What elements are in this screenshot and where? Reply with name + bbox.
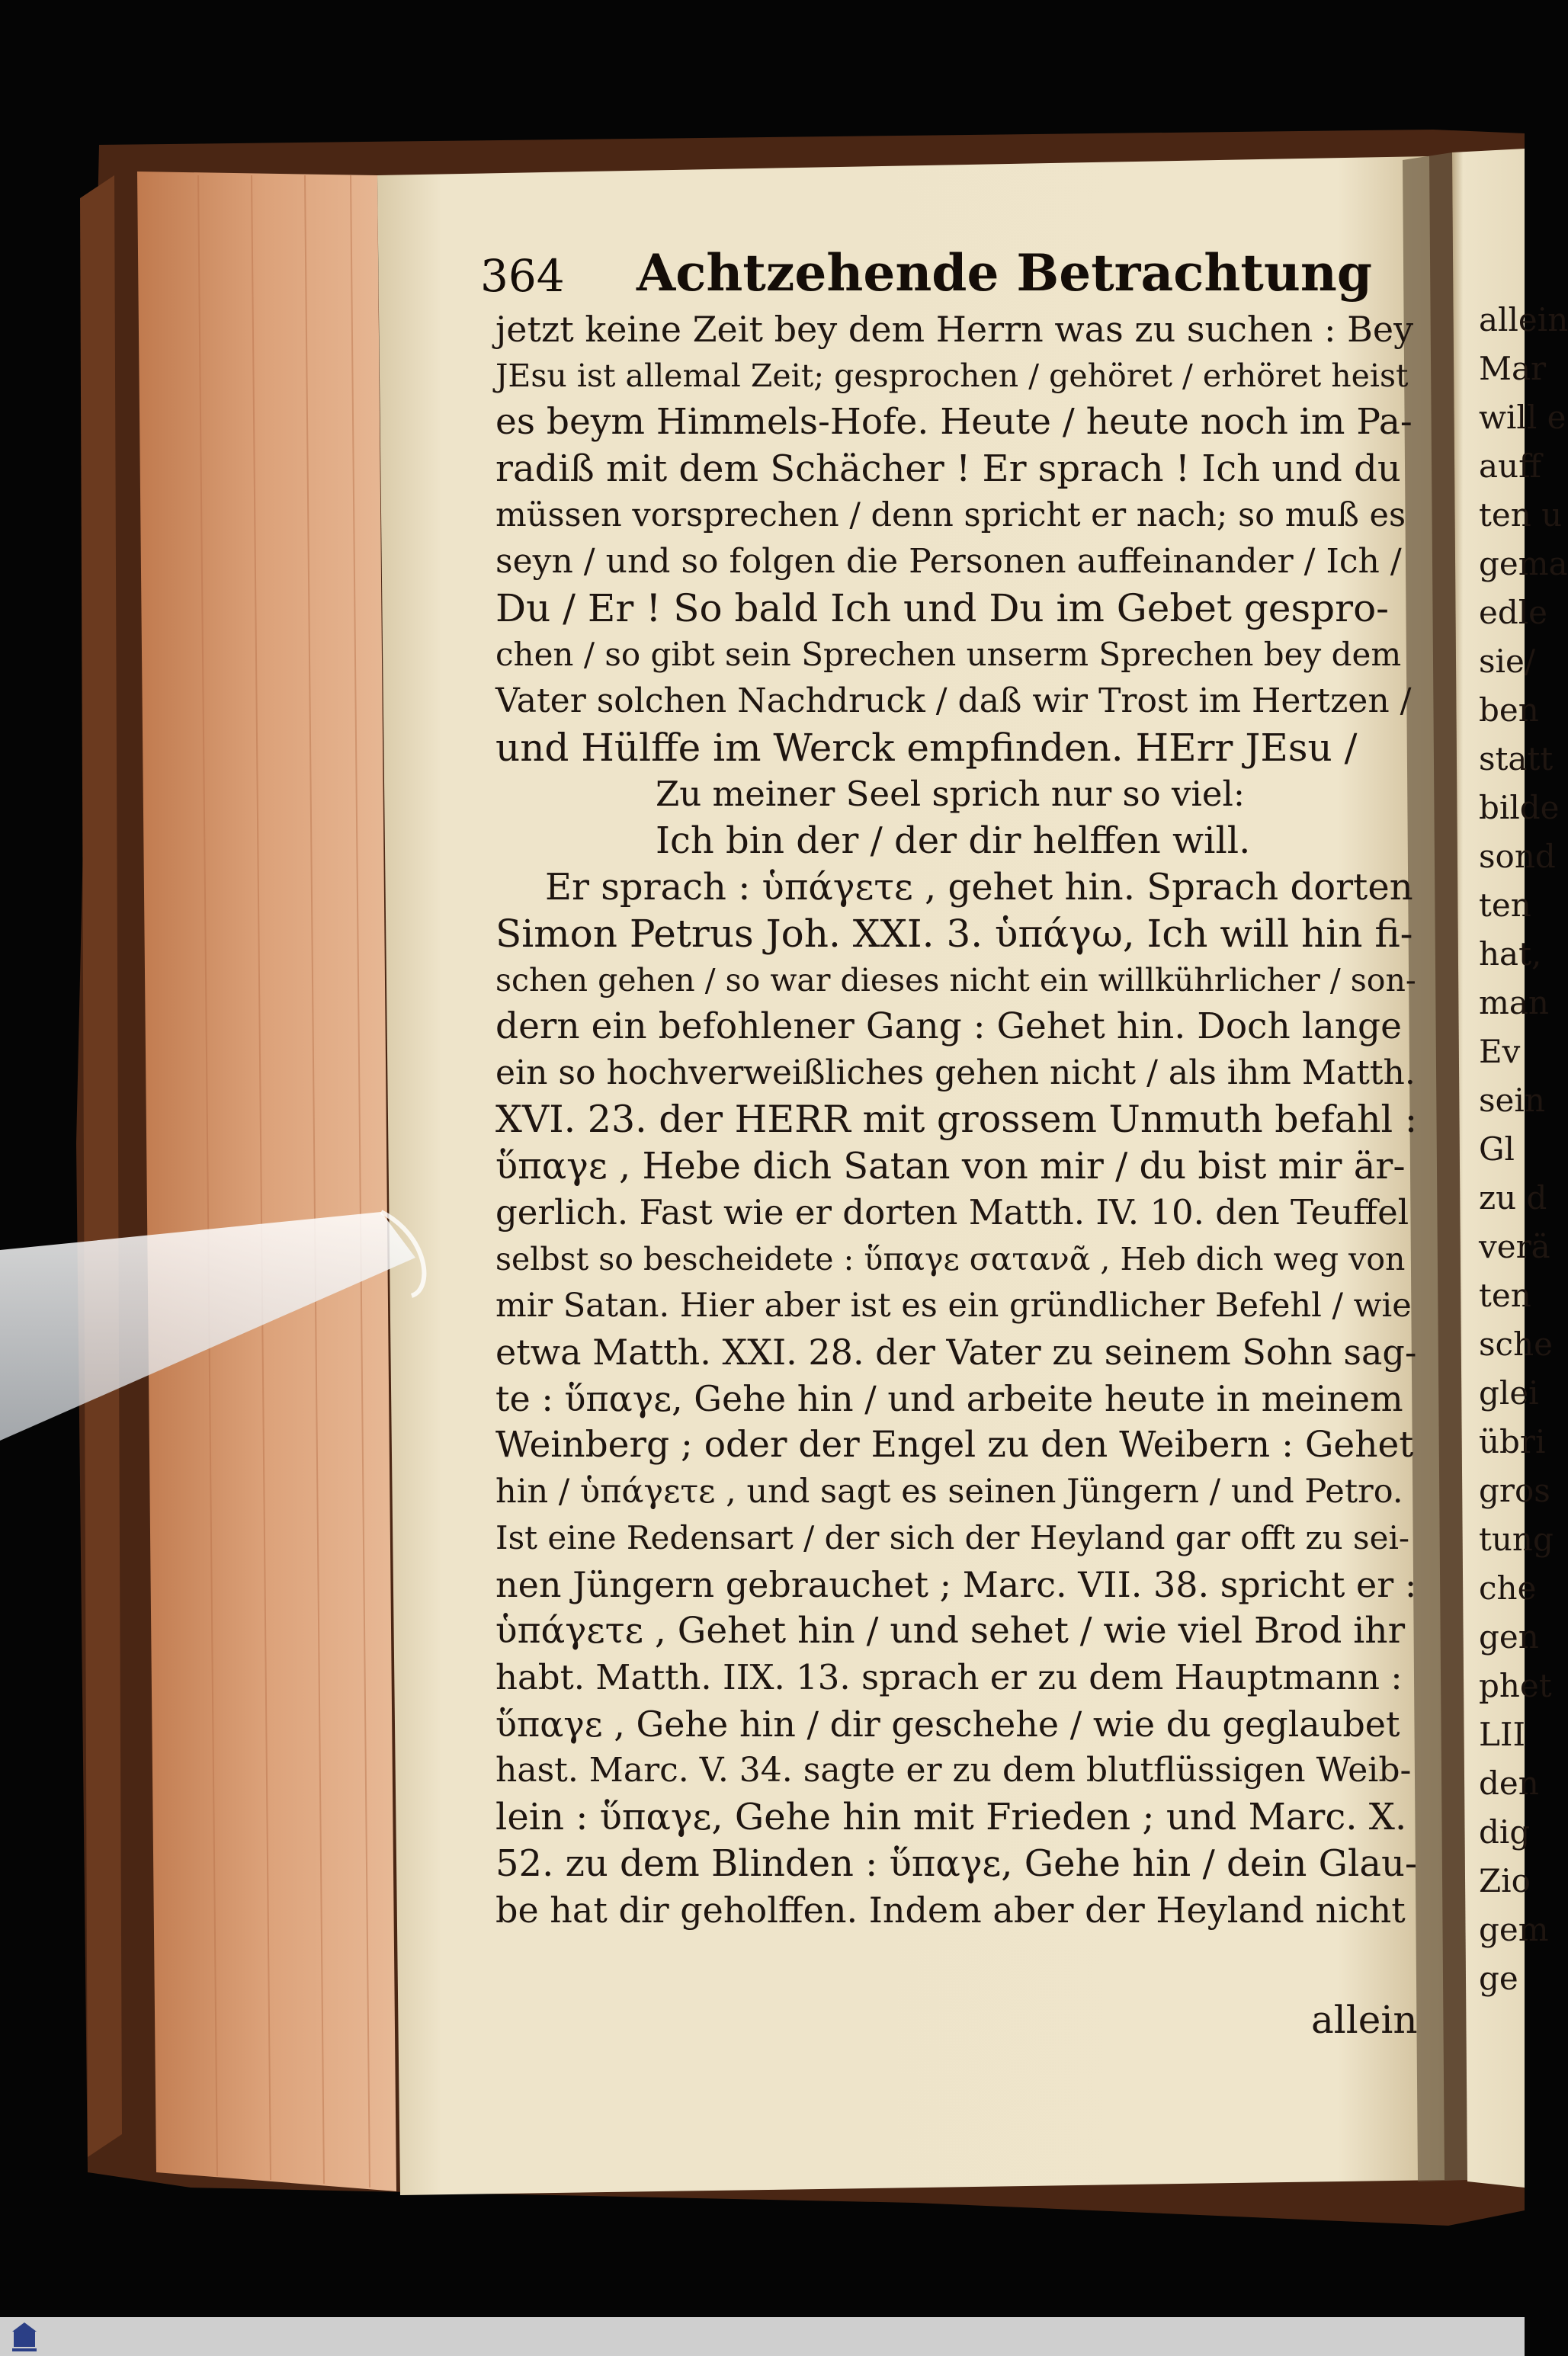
text-line: chen / so gibt sein Sprechen unserm Sprechen bey dem [495,636,1402,673]
facing-page-line: übri [1479,1423,1546,1460]
library-logo-icon [11,2321,38,2353]
text-line: Vater solchen Nachdruck / daß wir Trost im Hertzen / [495,681,1412,720]
text-line: be hat dir geholffen. Indem aber der Heyland nicht [495,1890,1406,1931]
text-line: Zu meiner Seel sprich nur so viel: [656,774,1246,814]
text-line: Simon Petrus Joh. XXI. 3. ὑπάγω, Ich will hin fi- [495,912,1413,956]
text-line: etwa Matth. XXI. 28. der Vater zu seinem Sohn sag- [495,1332,1417,1373]
facing-page-line: ten [1479,1277,1531,1314]
text-line: te : ὕπαγε, Gehe hin / und arbeite heute in meinem [495,1378,1403,1419]
facing-page-line: ten [1479,886,1531,924]
facing-page-line: LII [1479,1716,1526,1753]
text-line: mir Satan. Hier aber ist es ein gründlicher Befehl / wie [495,1287,1412,1325]
facing-page-line: ten u [1479,496,1563,534]
facing-page-line: zu d [1479,1179,1547,1216]
facing-page-line: verä [1479,1228,1550,1265]
running-head: Achtzehende Betrachtung [636,243,1372,303]
text-line: Weinberg ; oder der Engel zu den Weibern : Gehet [495,1424,1414,1466]
facing-page-line: den [1479,1765,1539,1802]
facing-page-line: sond [1479,838,1556,875]
facing-page-line: gen [1479,1618,1539,1656]
facing-page-line: sein [1479,1082,1545,1119]
text-line: Du / Er ! So bald Ich und Du im Gebet gespro- [495,586,1390,630]
facing-page-line: phet [1479,1667,1552,1704]
facing-page-line: edle [1479,594,1548,631]
facing-page-line: glei [1479,1374,1539,1412]
text-line: Er sprach : ὑπάγετε , gehet hin. Sprach dorten [545,866,1413,909]
page-paper [377,156,1445,2195]
facing-page-line: man [1479,984,1549,1021]
text-line: lein : ὕπαγε, Gehe hin mit Frieden ; und Marc. X. [495,1796,1407,1838]
text-line: nen Jüngern gebrauchet ; Marc. VII. 38. spricht er : [495,1564,1417,1605]
facing-page-line: statt [1479,740,1554,777]
facing-page-line: ben [1479,691,1539,729]
text-line: hin / ὑπάγετε , und sagt es seinen Jüngern / und Petro. [495,1473,1403,1511]
text-line: radiß mit dem Schächer ! Er sprach ! Ich und du [495,447,1401,490]
text-line: ein so hochverweißliches gehen nicht / als ihm Matth. [495,1053,1416,1092]
facing-page-line: che [1479,1569,1537,1607]
page-number: 364 [480,250,565,302]
text-line: schen gehen / so war dieses nicht ein willkührlicher / son- [495,962,1416,998]
text-line: gerlich. Fast wie er dorten Matth. IV. 10. den Teuffel [495,1192,1409,1232]
text-line: dern ein befohlener Gang : Gehet hin. Doch lange [495,1005,1402,1047]
text-line: selbst so bescheidete : ὕπαγε σατανᾶ , Heb dich weg von [495,1241,1406,1277]
text-line: hast. Marc. V. 34. sagte er zu dem blutflüssigen Weib- [495,1751,1412,1790]
text-line: XVI. 23. der HERR mit grossem Unmuth befahl : [495,1098,1418,1141]
facing-page-line: sche [1479,1325,1553,1363]
facing-page-line: bilde [1479,789,1560,826]
text-line: jetzt keine Zeit bey dem Herrn was zu suchen : Bey [495,309,1414,350]
text-line: es beym Himmels-Hofe. Heute / heute noch im Pa- [495,401,1412,443]
facing-page-line: gros [1479,1472,1550,1509]
text-line: 52. zu dem Blinden : ὕπαγε, Gehe hin / dein Glau- [495,1842,1418,1885]
viewer-footer-bar [0,2317,1525,2356]
facing-page-line: dig [1479,1813,1531,1851]
text-line: ὕπαγε , Hebe dich Satan von mir / du bist mir är- [495,1145,1406,1188]
facing-page-line: Zio [1479,1862,1531,1899]
text-line: JEsu ist allemal Zeit; gesprochen / gehöret / erhöret heist [495,357,1409,394]
facing-page-line: will e [1479,399,1566,436]
text-line: ὕπαγε , Gehe hin / dir geschehe / wie du geglaubet [495,1704,1400,1745]
page-edges [137,171,396,2191]
text-line: seyn / und so folgen die Personen auffeinander / Ich / [495,542,1402,581]
text-line: Ist eine Redensart / der sich der Heyland gar offt zu sei- [495,1519,1410,1556]
facing-page-line: allein [1479,301,1568,338]
facing-page-line: hat, [1479,935,1542,973]
facing-page-line: Ev [1479,1033,1521,1070]
facing-page-line: auff [1479,447,1541,485]
facing-page-line: ge [1479,1960,1518,1997]
facing-page-line: gema [1479,545,1568,582]
text-line: ὑπάγετε , Gehet hin / und sehet / wie viel Brod ihr [495,1610,1406,1652]
catchword: allein [1311,1998,1418,2042]
text-line: und Hülffe im Werck empfinden. HErr JEsu / [495,726,1358,770]
text-line: Ich bin der / der dir helffen will. [656,819,1251,862]
text-line: habt. Matth. IIX. 13. sprach er zu dem Hauptmann : [495,1657,1403,1697]
facing-page-line: gem [1479,1911,1549,1948]
facing-page-line: Mar [1479,350,1547,387]
facing-page-line: tung [1479,1521,1554,1558]
text-line: müssen vorsprechen / denn spricht er nach; so muß es [495,496,1406,534]
facing-page-line: sie/ [1479,643,1535,680]
facing-page-line: Gl [1479,1130,1515,1168]
